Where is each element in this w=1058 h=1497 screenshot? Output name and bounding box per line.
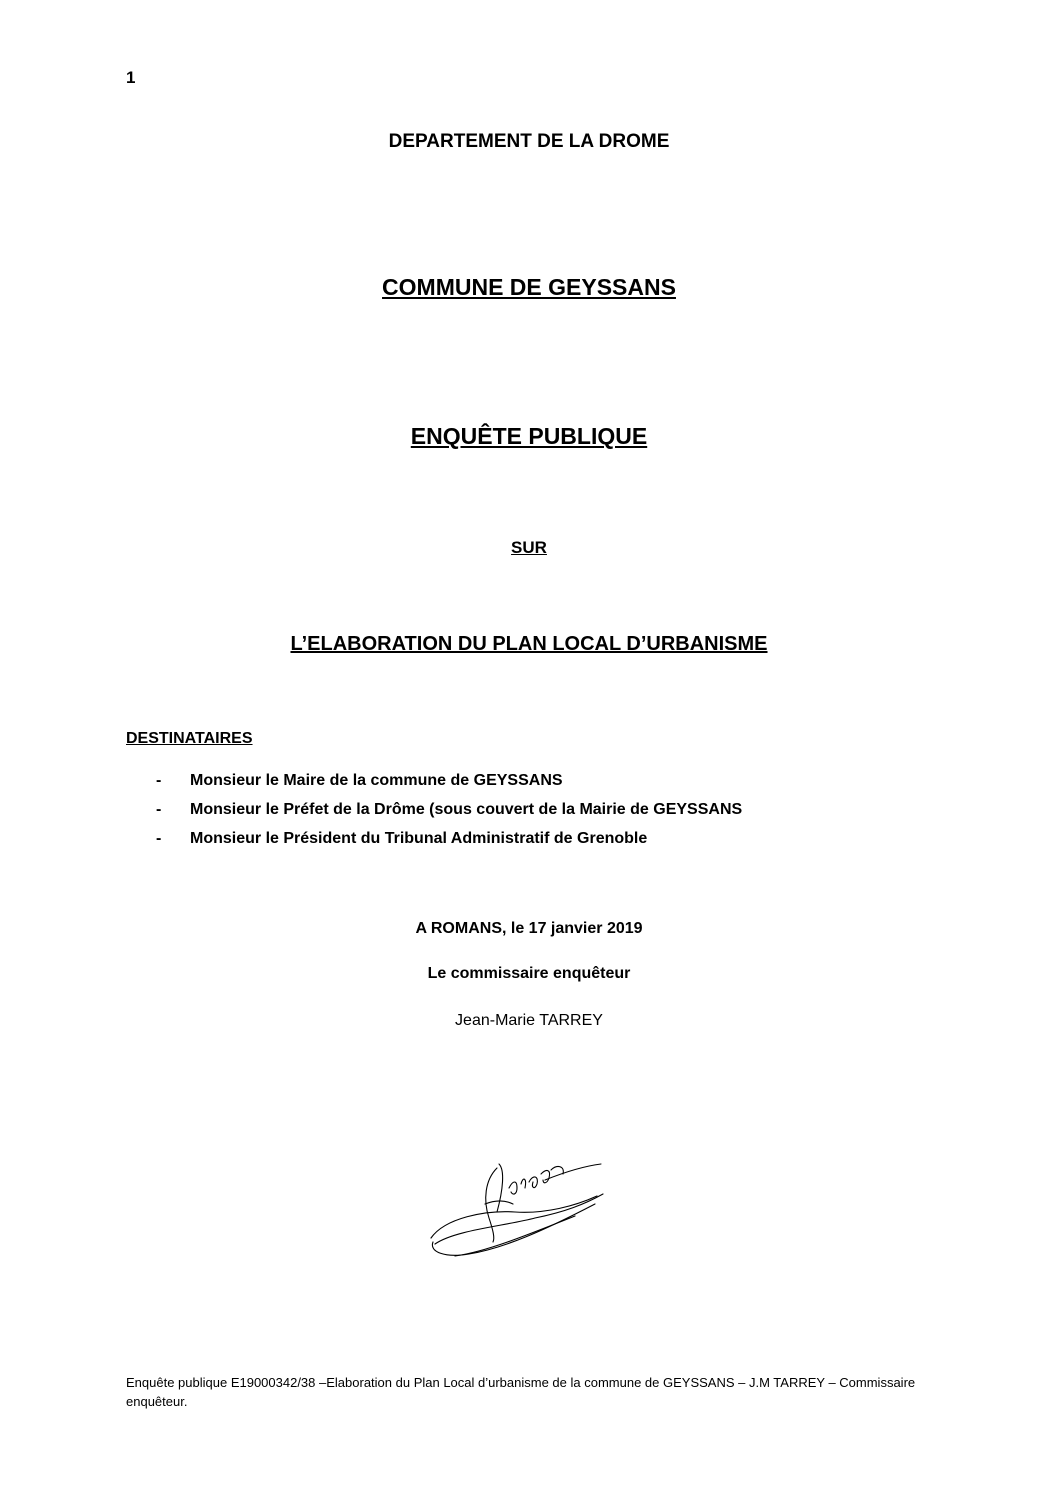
list-bullet: - [156, 830, 162, 847]
department-title: DEPARTEMENT DE LA DROME [388, 131, 670, 152]
signatory-role: Le commissaire enquêteur [427, 965, 631, 982]
commune-title-text: COMMUNE DE GEYSSANS [382, 274, 676, 300]
recipients-heading: DESTINATAIRES [126, 730, 253, 747]
page-number: 1 [126, 68, 136, 87]
sur-heading-text: SUR [511, 538, 547, 557]
subject-title [0, 633, 1058, 656]
recipients-list [126, 772, 742, 859]
subject-title-text: L’ELABORATION DU PLAN LOCAL D’URBANISME [290, 633, 768, 655]
recipient-tribunal: Monsieur le Président du Tribunal Administratif de Grenoble [190, 830, 648, 847]
enquete-title [0, 423, 1058, 450]
recipient-mayor: Monsieur le Maire de la commune de GEYSSANS [190, 772, 563, 789]
list-bullet: - [156, 772, 162, 789]
list-item [126, 830, 742, 859]
enquete-title-text: ENQUÊTE PUBLIQUE [410, 423, 648, 449]
commune-title [0, 274, 1058, 301]
list-bullet: - [156, 801, 162, 818]
sur-heading [0, 538, 1058, 558]
signatory-name: Jean-Marie TARREY [455, 1012, 603, 1029]
handwritten-signature [425, 1160, 610, 1265]
recipient-prefect: Monsieur le Préfet de la Drôme (sous couvert de la Mairie de GEYSSANS [190, 801, 743, 818]
list-item [126, 772, 742, 801]
list-item [126, 801, 742, 830]
place-date: A ROMANS, le 17 janvier 2019 [415, 920, 643, 937]
page-footer: Enquête publique E19000342/38 –Elaboration du Plan Local d’urbanisme de la commune de GEYSSANS – J.M TARREY – Commissaire enquêteur. [126, 1375, 916, 1409]
